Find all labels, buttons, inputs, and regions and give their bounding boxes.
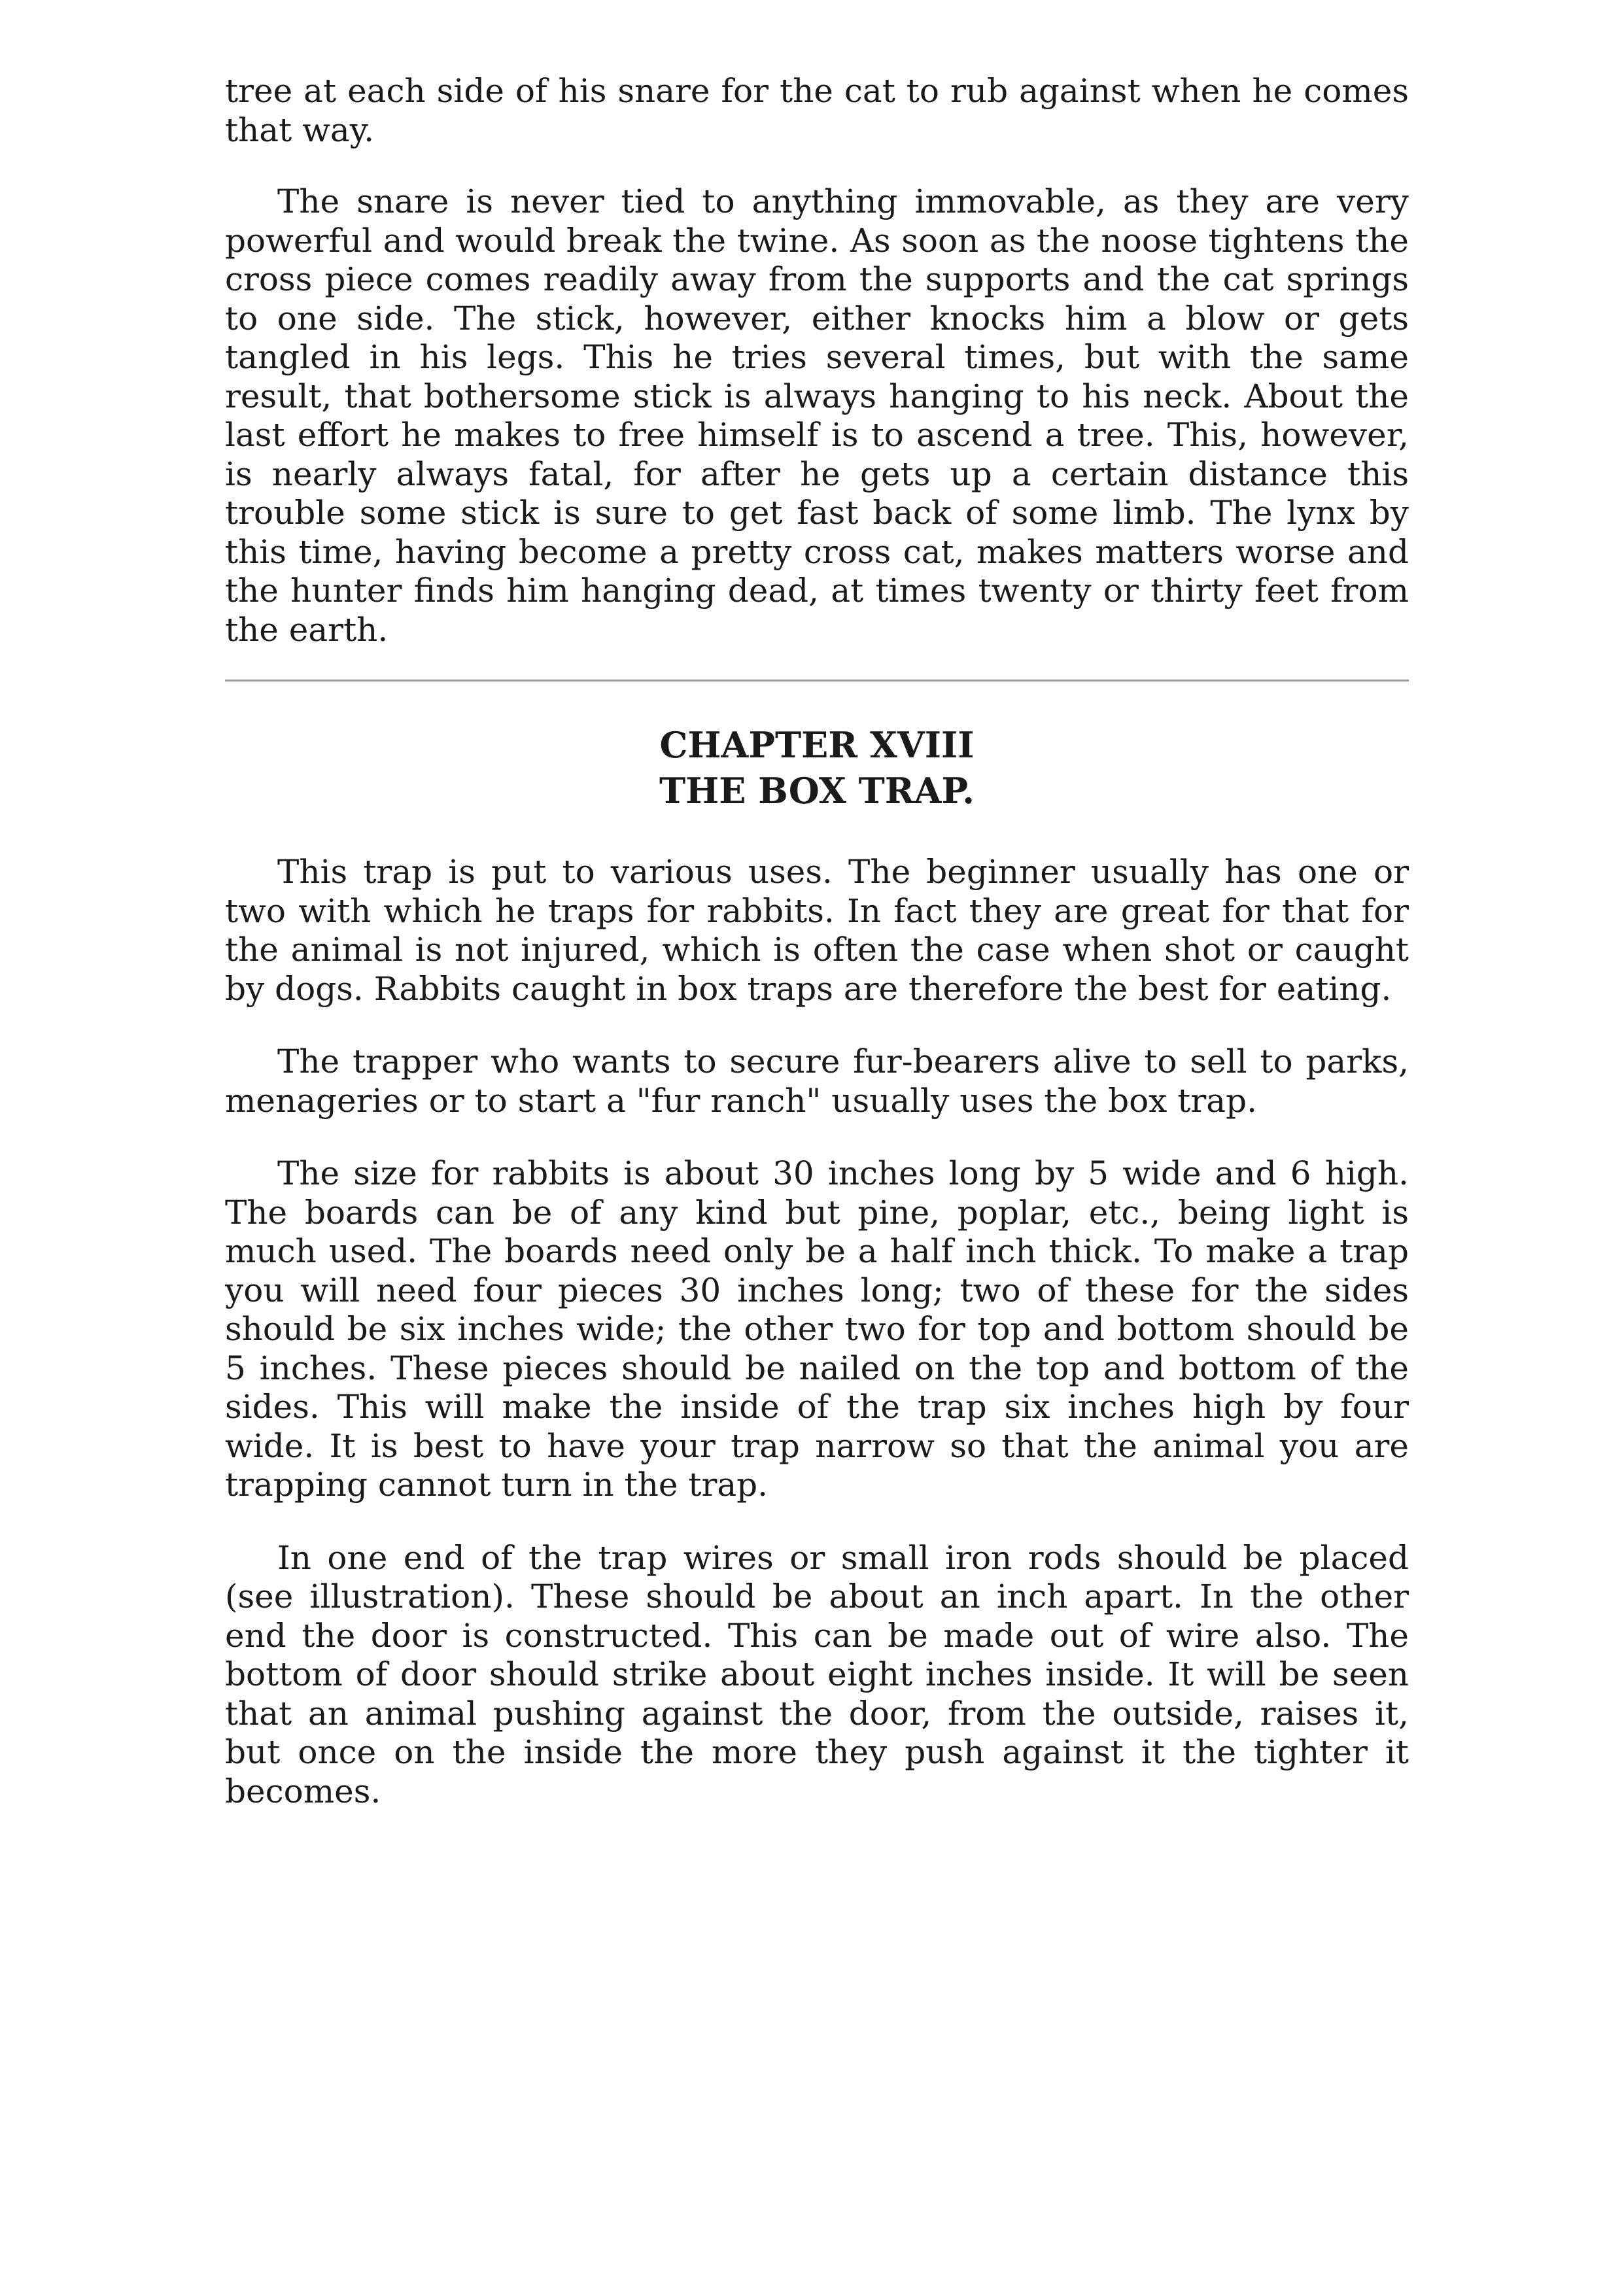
chapter-title: THE BOX TRAP. [659,770,975,812]
chapter-divider [225,680,1409,682]
body-paragraph: This trap is put to various uses. The beginner usually has one or two with which he traps for rabbits. In fact they are great for that for the animal is not injured, which is often the case when shot or caught by dogs. Rabbits caught in box traps are therefore the best for eating. [225,853,1409,1008]
chapter-number: CHAPTER XVIII [659,724,975,766]
document-page [225,72,1409,1845]
chapter-heading [225,722,1409,814]
continuation-paragraph: tree at each side of his snare for the cat to rub against when he comes that way. [225,72,1409,149]
snare-paragraph: The snare is never tied to anything immovable, as they are very powerful and would break the twine. As soon as the noose tightens the cross piece comes readily away from the supports and the cat springs to one side. The stick, however, either knocks him a blow or gets tangled in his legs. This he tries several times, but with the same result, that bothersome stick is always hanging to his neck. About the last effort he makes to free himself is to ascend a tree. This, however, is nearly always fatal, for after he gets up a certain distance this trouble some stick is sure to get fast back of some limb. The lynx by this time, having become a pretty cross cat, makes matters worse and the hunter finds him hanging dead, at times twenty or thirty feet from the earth. [225,182,1409,649]
body-paragraph: In one end of the trap wires or small iron rods should be placed (see illustration). These should be about an inch apart. In the other end the door is constructed. This can be made out of wire also. The bottom of door should strike about eight inches inside. It will be seen that an animal pushing against the door, from the outside, raises it, but once on the inside the more they push against it the tighter it becomes. [225,1538,1409,1810]
body-paragraph: The trapper who wants to secure fur-bearers alive to sell to parks, menageries or to start a "fur ranch" usually uses the box trap. [225,1043,1409,1120]
body-paragraph: The size for rabbits is about 30 inches long by 5 wide and 6 high. The boards can be of any kind but pine, poplar, etc., being light is much used. The boards need only be a half inch thick. To make a trap you will need four pieces 30 inches long; two of these for the sides should be six inches wide; the other two for top and bottom should be 5 inches. These pieces should be nailed on the top and bottom of the sides. This will make the inside of the trap six inches high by four wide. It is best to have your trap narrow so that the animal you are trapping cannot turn in the trap. [225,1154,1409,1504]
